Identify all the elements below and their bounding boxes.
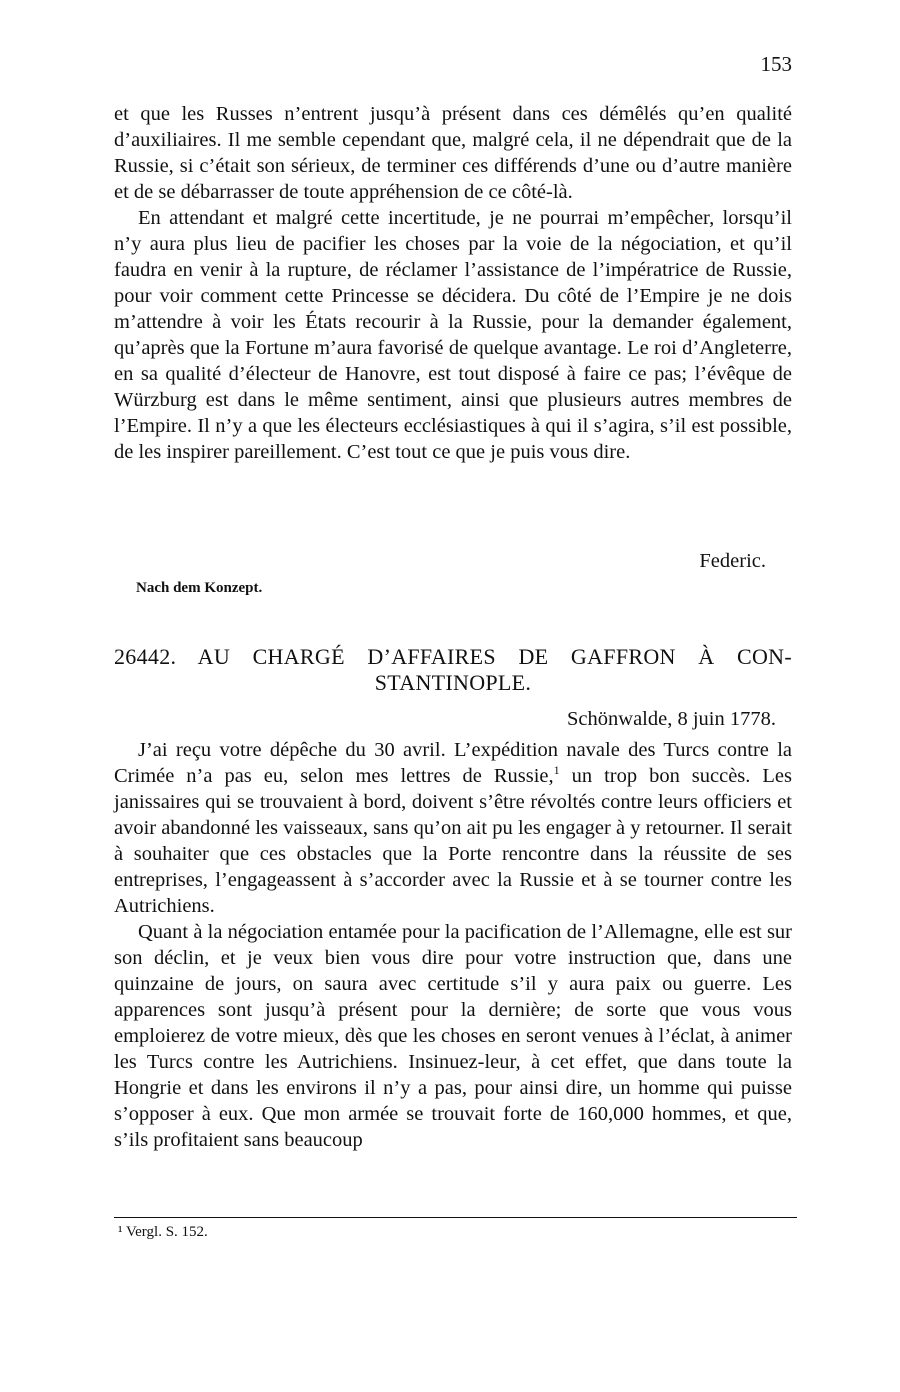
heading-line-1: 26442. AU CHARGÉ D’AFFAIRES DE GAFFRON À CON- (114, 644, 792, 669)
letter-body (114, 737, 792, 1153)
source-note: Nach dem Konzept. (136, 580, 263, 596)
paragraph-text: J’ai reçu votre dépêche du 30 avril. L’expédition navale des Turcs contre la Crimée n’a pas eu, selon mes lettres de Russie, (114, 739, 792, 787)
paragraph (114, 737, 792, 919)
page-number: 153 (760, 52, 792, 76)
footnote: ¹ Vergl. S. 152. (118, 1224, 208, 1240)
signature: Federic. (699, 550, 766, 572)
footnote-divider (114, 1217, 797, 1218)
heading-line-2: STANTINOPLE. (374, 670, 532, 695)
footnote-marker: 1 (553, 763, 560, 778)
paragraph: et que les Russes n’entrent jusqu’à présent dans ces démêlés qu’en qualité d’auxiliaires. Il me semble cependant que, malgré cela, il ne dépendrait que de la Russie, si c’était son sérieux, de terminer ces différends d’une ou d’autre manière et de se débarrasser de toute appréhension de ce côté-là. (114, 103, 792, 203)
letter-continuation (114, 101, 792, 465)
dateline: Schönwalde, 8 juin 1778. (567, 708, 776, 730)
paragraph-text: un trop bon succès. Les janissaires qui se trouvaient à bord, doivent s’être révoltés contre leurs officiers et avoir abandonné les vaisseaux, sans qu’on ait pu les engager à y retourner. Il serait à souhaiter que ces obstacles que la Porte rencontre dans la réussite de ses entreprises, l’engageassent à s’accorder avec la Russie et à se tourner contre les Autrichiens. (114, 765, 792, 917)
letter-heading (114, 644, 792, 696)
paragraph: Quant à la négociation entamée pour la pacification de l’Allemagne, elle est sur son déclin, et je veux bien vous dire pour votre instruction que, dans une quinzaine de jours, on saura avec certitude s’il y aura paix ou guerre. Les apparences sont jusqu’à présent pour la dernière; de sorte que vous vous emploierez de votre mieux, dès que les choses en seront venues à l’éclat, à animer les Turcs contre les Autrichiens. Insinuez-leur, à cet effet, que dans toute la Hongrie et dans les environs il n’y a pas, pour ainsi dire, un homme qui puisse s’opposer à eux. Que mon armée se trouvait forte de 160,000 hommes, et que, s’ils profitaient sans beaucoup (114, 921, 792, 1151)
paragraph: En attendant et malgré cette incertitude, je ne pourrai m’empêcher, lorsqu’il n’y aura plus lieu de pacifier les choses par la voie de la négociation, et qu’il faudra en venir à la rupture, de réclamer l’assistance de l’impératrice de Russie, pour voir comment cette Princesse se décidera. Du côté de l’Empire je ne dois m’attendre à voir les États recourir à la Russie, pour la demander également, qu’après que la Fortune m’aura favorisé de quelque avantage. Le roi d’Angleterre, en sa qualité d’électeur de Hanovre, est tout disposé à faire ce pas; l’évêque de Würzburg est dans le même sentiment, ainsi que plusieurs autres membres de l’Empire. Il n’y a que les électeurs ecclésiastiques à qui il s’agira, s’il est possible, de les inspirer pareillement. C’est tout ce que je puis vous dire. (114, 207, 792, 463)
